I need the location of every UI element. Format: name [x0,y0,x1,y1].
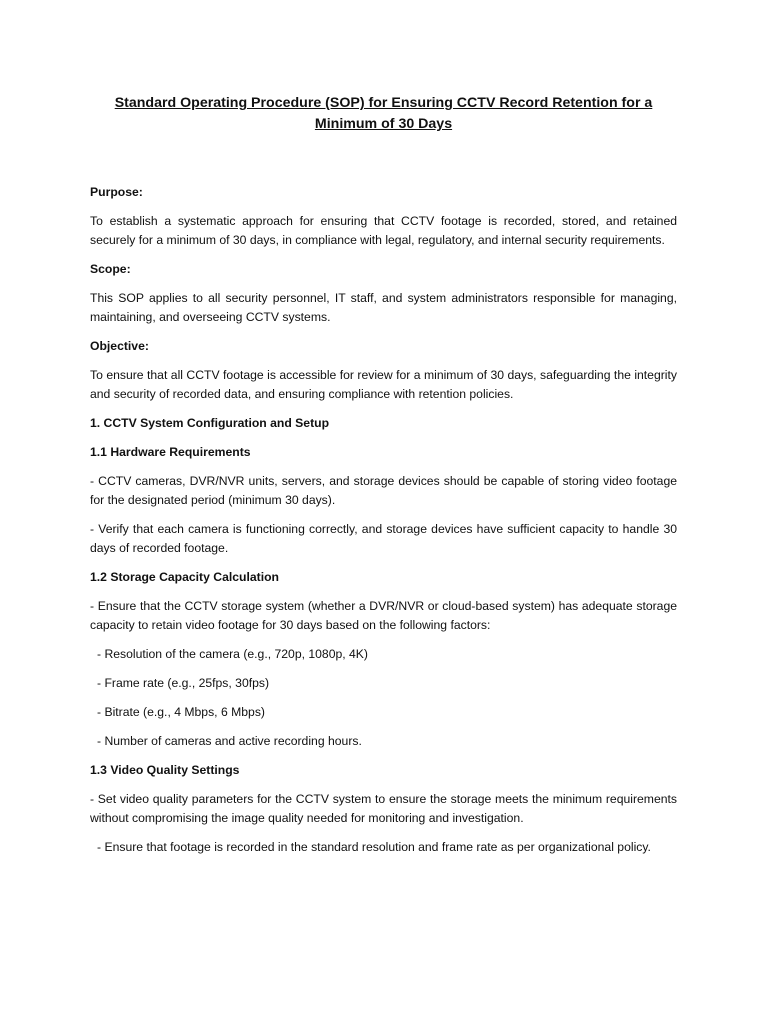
scope-text: This SOP applies to all security personnel, IT staff, and system administrators responsible for managing, maintaining, and overseeing CCTV systems. [90,291,677,324]
storage-factor: - Frame rate (e.g., 25fps, 30fps) [97,676,270,690]
section-1-heading: 1. CCTV System Configuration and Setup [90,416,330,430]
objective-text: To ensure that all CCTV footage is accessible for review for a minimum of 30 days, safeguarding the integrity and security of recorded data, and ensuring compliance with retention policies. [90,368,677,401]
storage-factor: - Resolution of the camera (e.g., 720p, 1080p, 4K) [97,647,368,661]
document-title: Standard Operating Procedure (SOP) for Ensuring CCTV Record Retention for a Minimum of 30 Days [114,95,653,132]
purpose-text: To establish a systematic approach for ensuring that CCTV footage is recorded, stored, and retained securely for a minimum of 30 days, in compliance with legal, regulatory, and internal security requirements. [90,214,677,247]
scope-heading: Scope: [90,262,131,276]
storage-factor: - Number of cameras and active recording hours. [97,734,362,748]
storage-intro: - Ensure that the CCTV storage system (whether a DVR/NVR or cloud-based system) has adequate storage capacity to retain video footage for 30 days based on the following factors: [90,599,677,632]
section-1-2-heading: 1.2 Storage Capacity Calculation [90,570,279,584]
document-page [90,93,677,867]
hardware-item: - Verify that each camera is functioning correctly, and storage devices have sufficient capacity to handle 30 days of recorded footage. [90,522,677,555]
purpose-heading: Purpose: [90,185,143,199]
quality-item: - Ensure that footage is recorded in the standard resolution and frame rate as per organizational policy. [97,840,651,854]
section-1-3-heading: 1.3 Video Quality Settings [90,763,240,777]
hardware-item: - CCTV cameras, DVR/NVR units, servers, and storage devices should be capable of storing video footage for the designated period (minimum 30 days). [90,474,677,507]
objective-heading: Objective: [90,339,149,353]
storage-factor: - Bitrate (e.g., 4 Mbps, 6 Mbps) [97,705,265,719]
quality-intro: - Set video quality parameters for the CCTV system to ensure the storage meets the minimum requirements without compromising the image quality needed for monitoring and investigation. [90,792,677,825]
section-1-1-heading: 1.1 Hardware Requirements [90,445,251,459]
